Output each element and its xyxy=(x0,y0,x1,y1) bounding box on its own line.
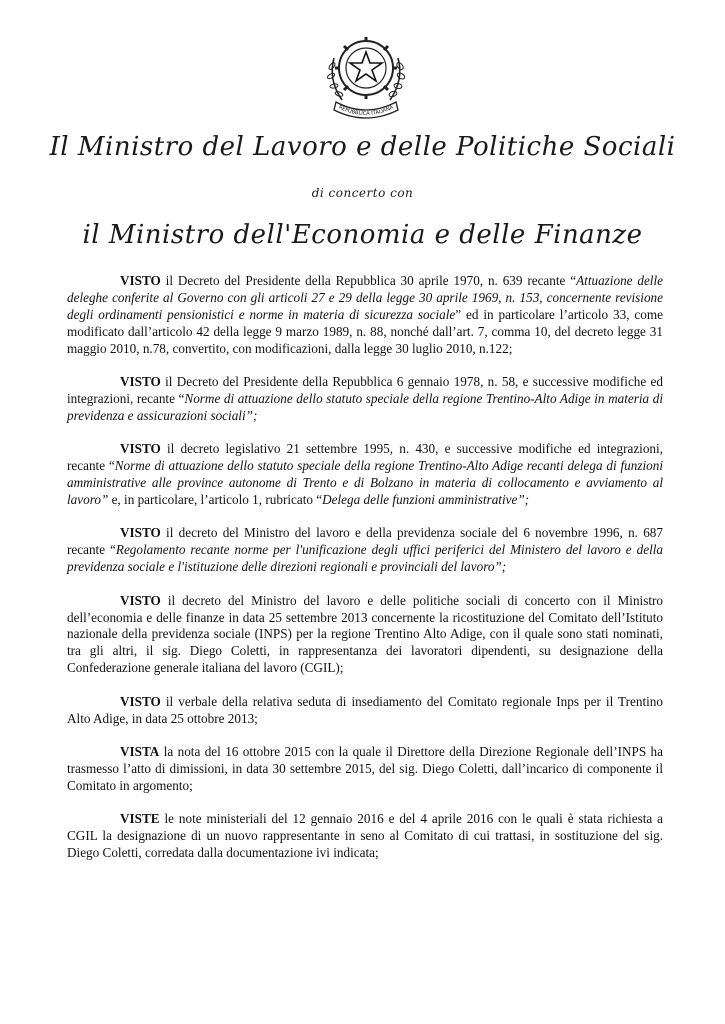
recital-text: il decreto del Ministro del lavoro e della previdenza sociale del 6 novembre 1996, n. 687 recante “ xyxy=(67,525,663,558)
recital-lead-word: VISTE xyxy=(120,811,160,827)
emblem-ribbon-text: REPUBBLICA ITALIANA xyxy=(337,104,395,118)
recital-paragraph xyxy=(67,441,663,509)
recital-lead-word: VISTO xyxy=(120,693,161,709)
recital-quoted-title: Regolamento recante norme per l'unificazione degli uffici periferici del Ministero del lavoro e della previdenza sociale e l'istituzione delle direzioni regionali e provinciali del lavoro”; xyxy=(67,542,663,575)
ministry-title: Il Ministro del Lavoro e delle Politiche Sociali xyxy=(49,132,676,162)
recital-text: ” ed in particolare l’articolo 33, come modificato dall’articolo 42 della legge 9 marzo 1989, n. 88, nonché dall’art. 7, comma 10, del decreto legge 31 maggio 2010, n.78, convertito, con modificazioni, dalla legge 30 luglio 2010, n.122; xyxy=(67,306,663,356)
recital-text: le note ministeriali del 12 gennaio 2016 e del 4 aprile 2016 con le quali è stata richiesta a CGIL la designazione di un nuovo rappresentante in seno al Comitato di cui trattasi, in sostituzione del sig. Diego Coletti, corredata dalla documentazione ivi indicata; xyxy=(67,811,663,860)
ministry-title-secondary: il Ministro dell'Economia e delle Finanze xyxy=(82,220,643,250)
italian-republic-emblem-icon xyxy=(324,28,408,124)
recital-text: il Decreto del Presidente della Repubblica 6 gennaio 1978, n. 58, e successive modifiche ed integrazioni, recante “ xyxy=(67,374,663,406)
recital-lead-word: VISTO xyxy=(120,374,161,390)
recital-paragraph xyxy=(67,273,663,358)
recital-paragraph xyxy=(67,744,663,795)
recital-paragraph xyxy=(67,811,663,862)
recital-text: il Decreto del Presidente della Repubblica 30 aprile 1970, n. 639 recante “ xyxy=(160,273,577,288)
recital-lead-word: VISTO xyxy=(120,525,161,541)
recital-text: il decreto del Ministro del lavoro e delle politiche sociali di concerto con il Ministro dell’economia e delle finanze in data 25 settembre 2013 concernente la ricostituzione del Comitato dell’Istituto nazionale della previdenza sociale (INPS) per la regione Trentino Alto Adige, con il quale sono stati nominati, tra gli altri, il sig. Diego Coletti, in rappresentanza dei lavoratori dipendenti, su designazione della Confederazione generale italiana del lavoro (CGIL); xyxy=(67,592,663,676)
recital-lead-word: VISTO xyxy=(120,273,161,288)
recital-quoted-title: Delega delle funzioni amministrative”; xyxy=(322,491,530,507)
recital-paragraph xyxy=(67,374,663,425)
recital-text: il decreto legislativo 21 settembre 1995, n. 430, e successive modifiche ed integrazioni, recante “ xyxy=(67,441,663,474)
recital-lead-word: VISTO xyxy=(120,441,161,457)
recital-paragraph xyxy=(67,593,663,678)
recital-text: il verbale della relativa seduta di insediamento del Comitato regionale Inps per il Trentino Alto Adige, in data 25 ottobre 2013; xyxy=(67,693,663,726)
document-body xyxy=(67,273,663,878)
recital-text: e, in particolare, l’articolo 1, rubricato “ xyxy=(108,491,323,507)
recital-lead-word: VISTA xyxy=(120,743,160,759)
concert-line: di concerto con xyxy=(311,186,414,200)
recital-text: la nota del 16 ottobre 2015 con la quale il Direttore della Direzione Regionale dell’INPS ha trasmesso l’atto di dimissioni, in data 30 settembre 2015, del sig. Diego Coletti, dall’incarico di componente il Comitato in argomento; xyxy=(67,743,663,793)
recital-quoted-title: Attuazione delle deleghe conferite al Governo con gli articoli 27 e 29 della legge 30 aprile 1969, n. 153, concernente revisione degli ordinamenti pensionistici e norme in materia di sicurezza sociale xyxy=(67,273,663,322)
recital-quoted-title: Norme di attuazione dello statuto speciale della regione Trentino-Alto Adige in materia di previdenza e assicurazioni sociali”; xyxy=(67,390,663,423)
recital-quoted-title: Norme di attuazione dello statuto speciale della regione Trentino-Alto Adige recanti delega di funzioni amministrative alle province autonome di Trento e di Bolzano in materia di collocamento e avviamento al lavoro” xyxy=(67,458,663,507)
recital-lead-word: VISTO xyxy=(120,592,161,608)
recital-paragraph xyxy=(67,525,663,576)
recital-paragraph xyxy=(67,694,663,728)
